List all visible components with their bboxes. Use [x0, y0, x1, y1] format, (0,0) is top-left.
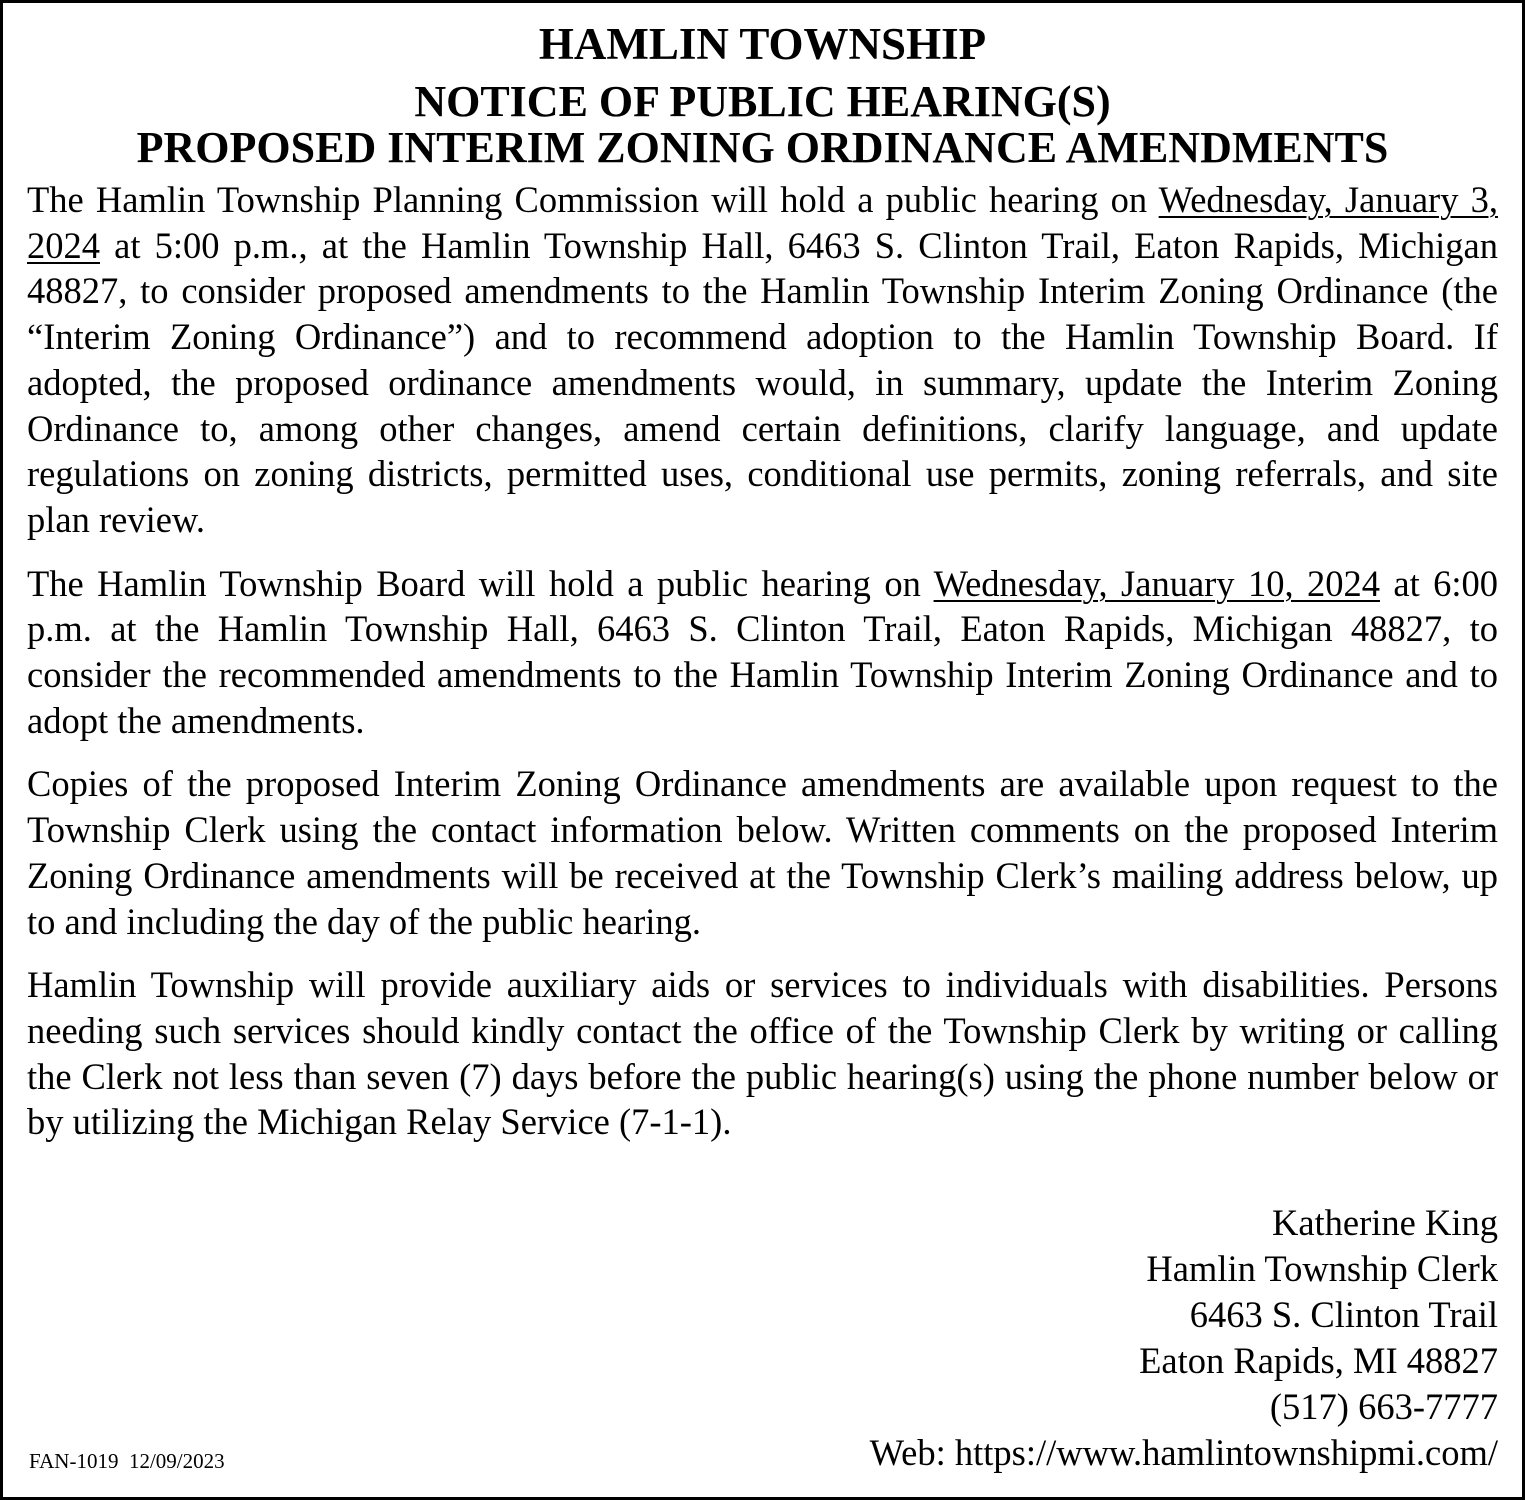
township-board-date: Wednesday, January 10, 2024	[933, 562, 1380, 604]
clerk-phone: (517) 663-7777	[1269, 1386, 1498, 1427]
planning-commission-lead: The Hamlin Township Planning Commission will hold a public hearing on	[27, 179, 1159, 220]
planning-commission-paragraph	[27, 177, 1498, 543]
clerk-title: Hamlin Township Clerk	[1146, 1248, 1498, 1289]
copies-paragraph: Copies of the proposed Interim Zoning Ordinance amendments are available upon request to the Township Clerk using the contact information below. Written comments on the proposed Interim Zoning Ordinance amendments will be received at the Township Clerk’s mailing address below, up to and including the day of the public hearing.	[27, 763, 1498, 942]
township-website: Web: https://www.hamlintownshipmi.com/	[869, 1432, 1498, 1473]
publication-code: FAN-1019 12/09/2023	[29, 1449, 225, 1473]
clerk-signature-block	[870, 1200, 1498, 1476]
township-board-details: at 6:00 p.m. at the Hamlin Township Hall, 6463 S. Clinton Trail, Eaton Rapids, Michigan 48827, to consider the recommended amendments to the Hamlin Township Interim Zoning Ordinance and to adopt the amendments.	[27, 562, 1498, 741]
planning-commission-details: at 5:00 p.m., at the Hamlin Township Hall, 6463 S. Clinton Trail, Eaton Rapids, Michigan 48827, to consider proposed amendments to the Hamlin Township Interim Zoning Ordinance (the “Interim Zoning Ordinance”) and to recommend adoption to the Hamlin Township Board. If adopted, the proposed ordinance amendments would, in summary, update the Interim Zoning Ordinance to, among other changes, amend certain definitions, clarify language, and update regulations on zoning districts, permitted uses, conditional use permits, zoning referrals, and site plan review.	[27, 224, 1498, 540]
township-title: HAMLIN TOWNSHIP	[538, 19, 987, 69]
clerk-name: Katherine King	[1271, 1202, 1498, 1243]
township-board-lead: The Hamlin Township Board will hold a public hearing on	[27, 562, 934, 604]
subject-title: PROPOSED INTERIM ZONING ORDINANCE AMENDMENTS	[136, 123, 1389, 172]
planning-commission-date: Wednesday, January 3, 2024	[27, 179, 1498, 266]
accessibility-paragraph: Hamlin Township will provide auxiliary aids or services to individuals with disabilities. Persons needing such services should kindly contact the office of the Township Clerk by writing or calling the Clerk not less than seven (7) days before the public hearing(s) using the phone number below or by utilizing the Michigan Relay Service (7-1-1).	[27, 964, 1498, 1143]
clerk-city-address: Eaton Rapids, MI 48827	[1139, 1340, 1498, 1381]
township-board-paragraph	[27, 561, 1498, 744]
clerk-street-address: 6463 S. Clinton Trail	[1189, 1294, 1498, 1335]
notice-title: NOTICE OF PUBLIC HEARING(S)	[414, 77, 1111, 126]
